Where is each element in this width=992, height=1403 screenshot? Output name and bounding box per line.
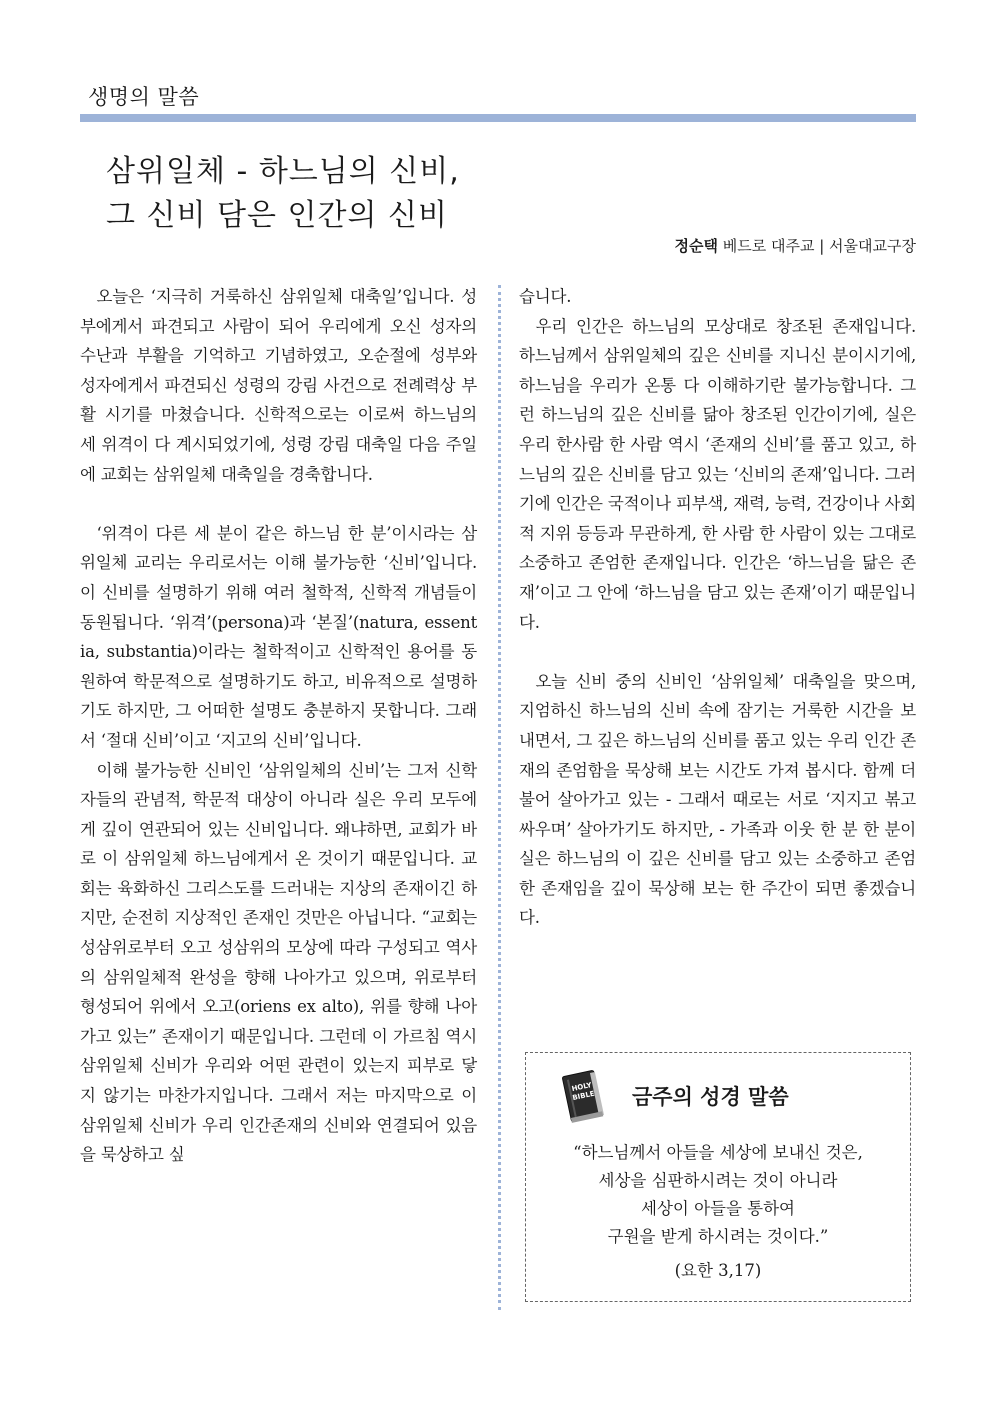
- paragraph: 우리 인간은 하느님의 모상대로 창조된 존재입니다. 하느님께서 삼위일체의 깊은 신비를 지니신 분이시기에, 하느님을 우리가 온통 다 이해하기란 불가능합니다. 그런 하느님의 깊은 신비를 닮아 창조된 인간이기에, 실은 우리 한사람 한 사람 역시 ‘존재의 신비’를 품고 있고, 하느님의 깊은 신비를 담고 있는 ‘신비의 존재’입니다. 그러기에 인간은 국적이나 피부색, 재력, 능력, 건강이나 사회적 지위 등등과 무관하게, 한 사람 한 사람이 있는 그대로 소중하고 존엄한 존재입니다. 인간은 ‘하느님을 닮은 존재’이고 그 안에 ‘하느님을 담고 있는 존재’이기 때문입니다.: [519, 316, 916, 632]
- verse-line-2: 세상을 심판하시려는 것이 아니라: [598, 1171, 838, 1190]
- page-header: [80, 82, 916, 122]
- book-label-holy: HOLY: [570, 1081, 593, 1094]
- header-divider-bar: [80, 114, 916, 122]
- holy-bible-icon: [557, 1067, 609, 1129]
- paragraph: 습니다.: [519, 287, 572, 306]
- paragraph: ‘위격이 다른 세 분이 같은 하느님 한 분’이시라는 삼위일체 교리는 우리로서는 이해 불가능한 ‘신비’입니다. 이 신비를 설명하기 위해 여러 철학적, 신학적 개념들이 동원됩니다. ‘위격’(persona)과 ‘본질’(natura, essentia, substantia)이라는 철학적이고 신학적인 용어를 동원하여 학문적으로 설명하기도 하고, 비유적으로 설명하기도 하지만, 그 어떠한 설명도 충분하지 못합니다. 그래서 ‘절대 신비’이고 ‘지고의 신비’입니다.: [80, 523, 477, 750]
- column-divider: [498, 285, 501, 1310]
- section-title: 생명의 말씀: [88, 85, 200, 109]
- right-column: [519, 282, 916, 933]
- verse-line-4: 구원을 받게 하시려는 것이다.”: [607, 1227, 829, 1246]
- paragraph: 이해 불가능한 신비인 ‘삼위일체의 신비’는 그저 신학자들의 관념적, 학문적 대상이 아니라 실은 우리 모두에게 깊이 연관되어 있는 신비입니다. 왜냐하면, 교회가 바로 이 삼위일체 하느님에게서 온 것이기 때문입니다. 교회는 육화하신 그리스도를 드러내는 지상의 존재이긴 하지만, 순전히 지상적인 존재인 것만은 아닙니다. “교회는 성삼위로부터 오고 성삼위의 모상에 따라 구성되고 역사의 삼위일체적 완성을 향해 나아가고 있으며, 위로부터 형성되어 위에서 오고(oriens ex alto), 위를 향해 나아가고 있는” 존재이기 때문입니다. 그런데 이 가르침 역시 삼위일체 신비가 우리와 어떤 관련이 있는지 피부로 닿지 않기는 마찬가지입니다. 그래서 저는 마지막으로 이 삼위일체 신비가 우리 인간존재의 신비와 연결되어 있음을 묵상하고 싶: [80, 760, 477, 1165]
- verse-reference: (요한 3,17): [674, 1261, 762, 1280]
- author-name: 정순택: [674, 237, 718, 255]
- book-label-bible: BIBLE: [571, 1089, 596, 1103]
- bible-verse: [526, 1139, 910, 1285]
- title-line-2: 그 신비 담은 인간의 신비: [106, 198, 448, 233]
- paragraph-gap: [80, 489, 477, 519]
- verse-line-3: 세상이 아들을 통하여: [641, 1199, 795, 1218]
- paragraph: 오늘은 ‘지극히 거룩하신 삼위일체 대축일’입니다. 성부에게서 파견되고 사람이 되어 우리에게 오신 성자의 수난과 부활을 기억하고 기념하였고, 오순절에 성부와 성자에게서 파견되신 성령의 강림 사건으로 전례력상 부활 시기를 마쳤습니다. 신학적으로는 이로써 하느님의 세 위격이 다 계시되었기에, 성령 강림 대축일 다음 주일에 교회는 삼위일체 대축일을 경축합니다.: [80, 287, 477, 484]
- bible-box-title: 금주의 성경 말씀: [632, 1085, 789, 1109]
- bible-verse-box: [525, 1052, 911, 1302]
- author-byline: [674, 235, 916, 257]
- title-line-1: 삼위일체 - 하느님의 신비,: [106, 154, 460, 189]
- paragraph: 오늘 신비 중의 신비인 ‘삼위일체’ 대축일을 맞으며, 지엄하신 하느님의 신비 속에 잠기는 거룩한 시간을 보내면서, 그 깊은 하느님의 신비를 품고 있는 우리 인간 존재의 존엄함을 묵상해 보는 시간도 가져 봅시다. 함께 더불어 살아가고 있는 - 그래서 때로는 서로 ‘지지고 볶고 싸우며’ 살아가기도 하지만, - 가족과 이웃 한 분 한 분이 실은 하느님의 이 깊은 신비를 담고 있는 소중하고 존엄한 존재임을 깊이 묵상해 보는 한 주간이 되면 좋겠습니다.: [519, 671, 916, 928]
- left-column: [80, 282, 477, 1170]
- article-title: [106, 150, 460, 238]
- verse-line-1: “하느님께서 아들을 세상에 보내신 것은,: [573, 1143, 863, 1162]
- author-role: 베드로 대주교 | 서울대교구장: [722, 237, 916, 255]
- paragraph-gap: [519, 637, 916, 667]
